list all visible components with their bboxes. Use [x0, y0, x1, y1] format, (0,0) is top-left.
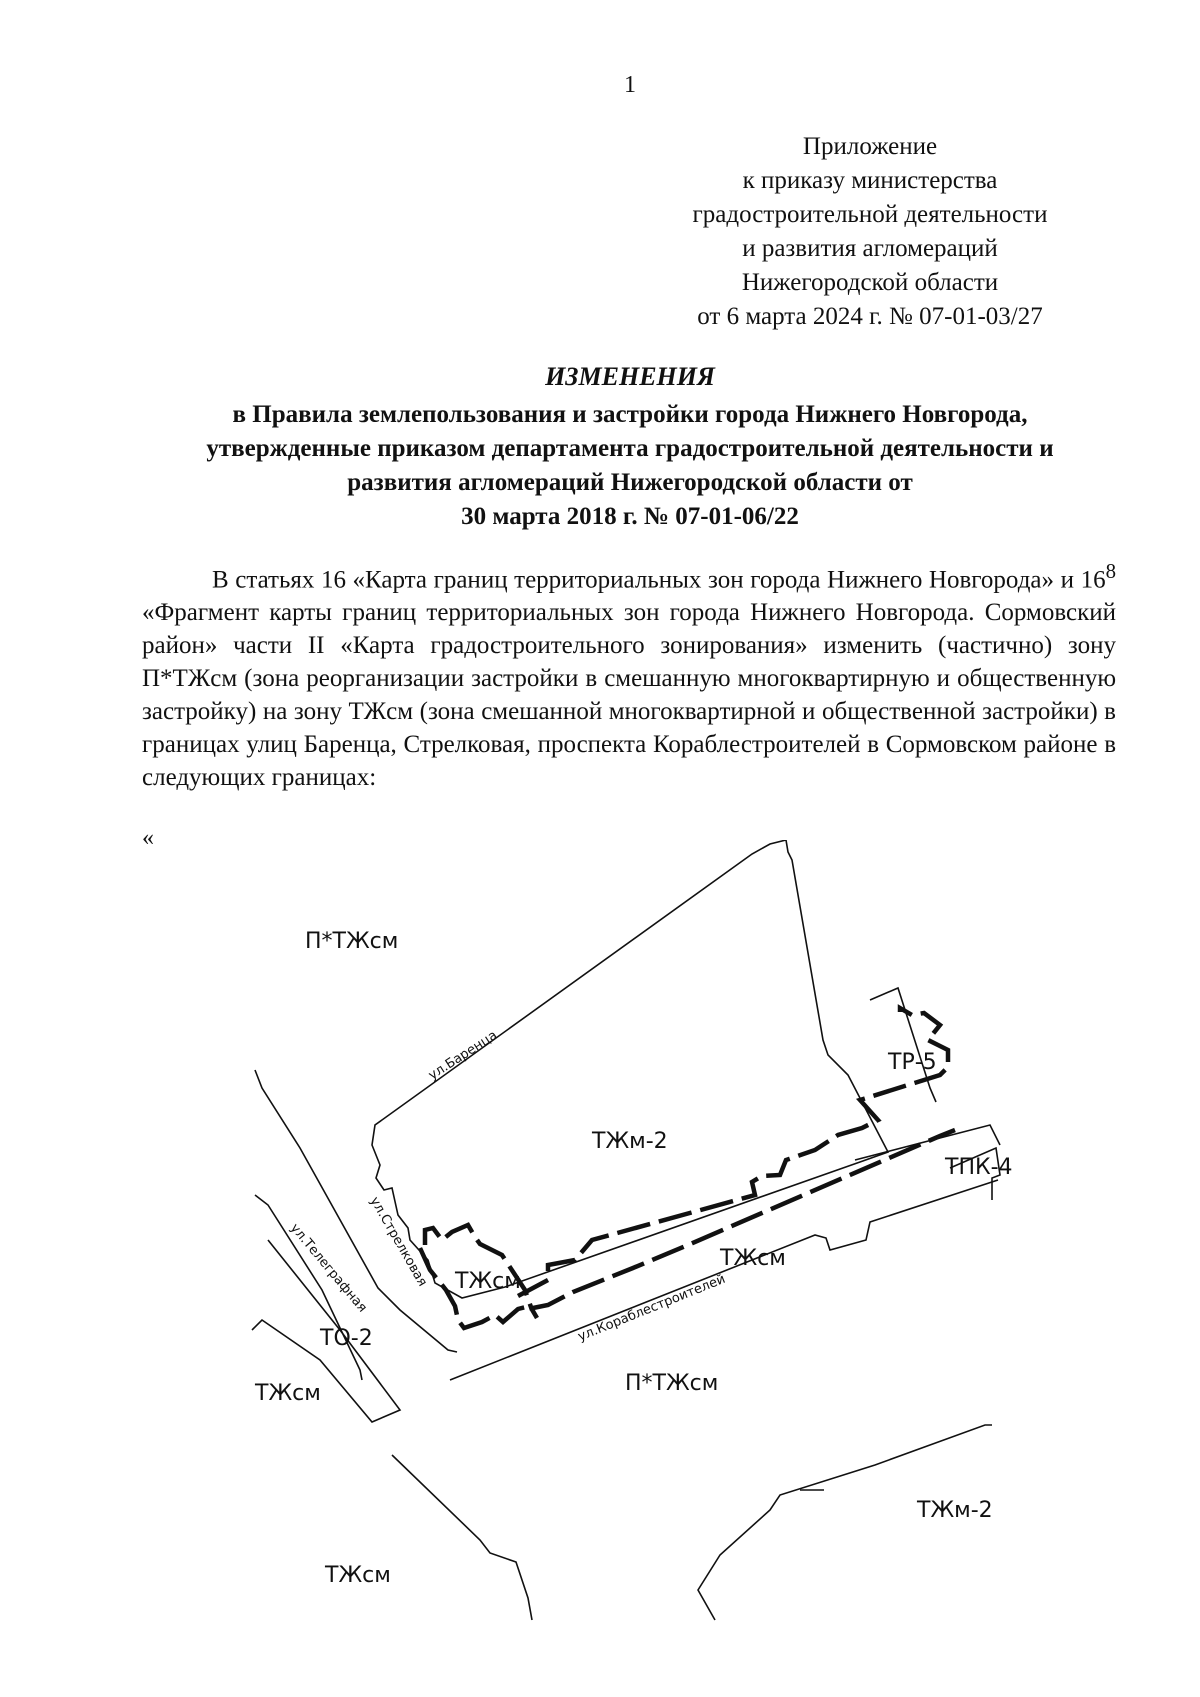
- body-paragraph: [142, 555, 1116, 794]
- zone-label-tzhm2: ТЖм-2: [917, 1498, 993, 1523]
- approval-line: и развития агломераций: [742, 235, 998, 262]
- approval-line: Приложение: [802, 133, 938, 160]
- page-number: 1: [624, 72, 636, 98]
- zone-label-tzhsm: ТЖсм: [325, 1563, 391, 1588]
- title-line: в Правила землепользования и застройки города Нижнего Новгорода,: [232, 401, 1028, 428]
- zone-label-tzhm2: ТЖм-2: [592, 1129, 668, 1154]
- approval-line: к приказу министерства: [742, 167, 998, 194]
- document-title: [140, 360, 1120, 534]
- zone-label-tr5: ТР-5: [888, 1050, 937, 1075]
- zone-label-p-tzhsm: П*ТЖсм: [305, 929, 399, 954]
- zone-label-tzhsm-new: ТЖсм: [455, 1269, 521, 1294]
- approval-line: Нижегородской области: [741, 269, 999, 296]
- south-boundary: [392, 1455, 532, 1620]
- zoning-map: [0, 840, 1200, 1670]
- title-heading: ИЗМЕНЕНИЯ: [545, 362, 715, 391]
- title-line: утвержденные приказом департамента градостроительной деятельности и: [206, 435, 1054, 462]
- zone-label-tzhsm: ТЖсм: [720, 1246, 786, 1271]
- street-label-barentsa: ул.Баренца: [426, 1027, 501, 1084]
- title-line: развития агломераций Нижегородской области от: [347, 469, 913, 496]
- title-line: 30 марта 2018 г. № 07-01-06/22: [461, 503, 799, 530]
- street-label-telegrafnaya: ул.Телеграфная: [286, 1220, 370, 1316]
- zone-label-tzhsm: ТЖсм: [255, 1381, 321, 1406]
- zone-label-tpk: ТПК-4: [945, 1155, 1013, 1180]
- approval-line: градостроительной деятельности: [692, 201, 1048, 228]
- approval-block: [660, 130, 1080, 334]
- street-labels: [287, 1028, 728, 1345]
- approval-line: от 6 марта 2024 г. № 07-01-03/27: [697, 303, 1043, 330]
- opening-quote: «: [142, 825, 154, 851]
- zone-label-to2: ТО-2: [320, 1326, 373, 1351]
- street-label-strelkovaya: ул.Стрелковая: [366, 1194, 430, 1290]
- body-text-part1: В статьях 16 «Карта границ территориальных зон города Нижнего Новгорода» и 16: [212, 566, 1106, 594]
- street-label-korablestroiteley: ул.Кораблестроителей: [575, 1271, 728, 1345]
- article-superscript: 8: [1105, 559, 1116, 583]
- zone-label-p-tzhsm: П*ТЖсм: [625, 1371, 719, 1396]
- zone-labels: [254, 929, 1013, 1588]
- body-text-part2: «Фрагмент карты границ территориальных зон города Нижнего Новгорода. Сормовский район» части II «Карта градостроительного зонирования» изменить (частично) зону П*ТЖсм (зона реорганизации застройки в смешанную многоквартирную и общественную застройку) на зону ТЖсм (зона смешанной многоквартирной и общественной застройки) в границах улиц Баренца, Стрелковая, проспекта Кораблестроителей в Сормовском районе в следующих границах:: [142, 599, 1116, 792]
